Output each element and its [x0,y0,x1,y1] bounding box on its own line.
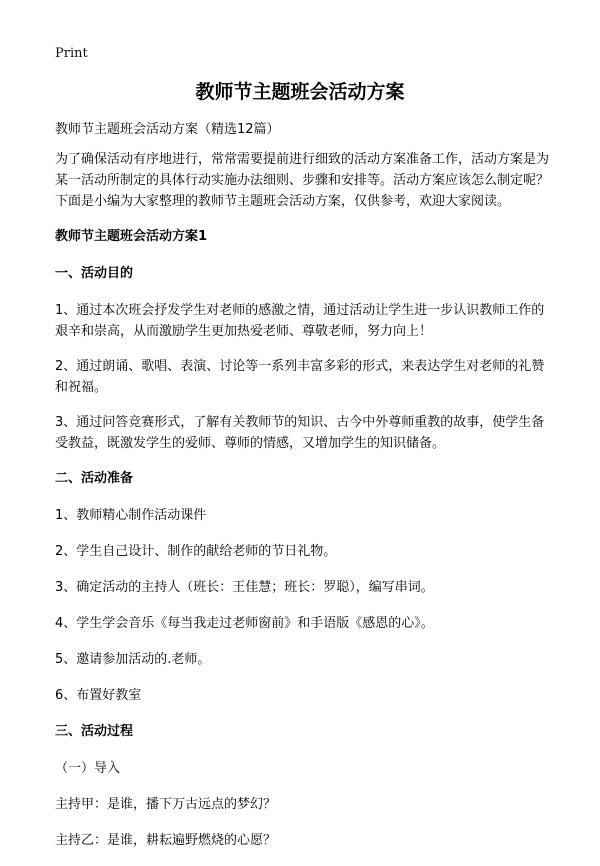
intro-paragraph: 为了确保活动有序地进行，常常需要提前进行细致的活动方案准备工作，活动方案是为某一活动所制定的具体行动实施办法细则、步骤和安排等。活动方案应该怎么制定呢？下面是小编为大家整理的教师节主题班会活动方案，仅供参考，欢迎大家阅读。 [55,152,550,209]
prep-item: 2、学生自己设计、制作的献给老师的节日礼物。 [55,544,337,559]
goal-item: 1、通过本次班会抒发学生对老师的感激之情，通过活动让学生进一步认识教师工作的艰辛和崇高，从而激励学生更加热爱老师、尊敬老师，努力向上！ [55,303,545,339]
prep-item: 4、学生学会音乐《每当我走过老师窗前》和手语版《感恩的心》。 [55,616,434,631]
goal-heading: 一、活动目的 [55,266,134,281]
prep-item: 5、邀请参加活动的.老师。 [55,652,211,667]
section-title: 教师节主题班会活动方案1 [55,229,208,244]
goal-item: 3、通过问答竞赛形式，了解有关教师节的知识、古今中外尊师重教的故事，使学生备受教益，既激发学生的爱师、尊师的情感，又增加学生的知识储备。 [55,415,545,451]
print-link[interactable]: Print [55,46,88,61]
process-heading: 三、活动过程 [55,724,134,739]
host-line: 主持乙：是谁，耕耘遍野燃烧的心愿？ [55,833,277,848]
host-line: 主持甲：是谁，播下万古远点的梦幻？ [55,797,277,812]
page-title: 教师节主题班会活动方案 [195,81,405,103]
prep-item: 1、教师精心制作活动课件 [55,508,207,523]
document-body [55,119,550,866]
prep-heading: 二、活动准备 [55,471,134,486]
prep-item: 3、确定活动的主持人（班长：王佳慧；班长：罗聪），编写串词。 [55,580,434,595]
process-subheading: （一）导入 [55,761,121,776]
prep-item: 6、布置好教室 [55,688,142,703]
goal-item: 2、通过朗诵、歌唱、表演、讨论等一系列丰富多彩的形式，来表达学生对老师的礼赞和祝福。 [55,359,545,395]
document-subtitle: 教师节主题班会活动方案（精选12篇） [55,122,280,137]
